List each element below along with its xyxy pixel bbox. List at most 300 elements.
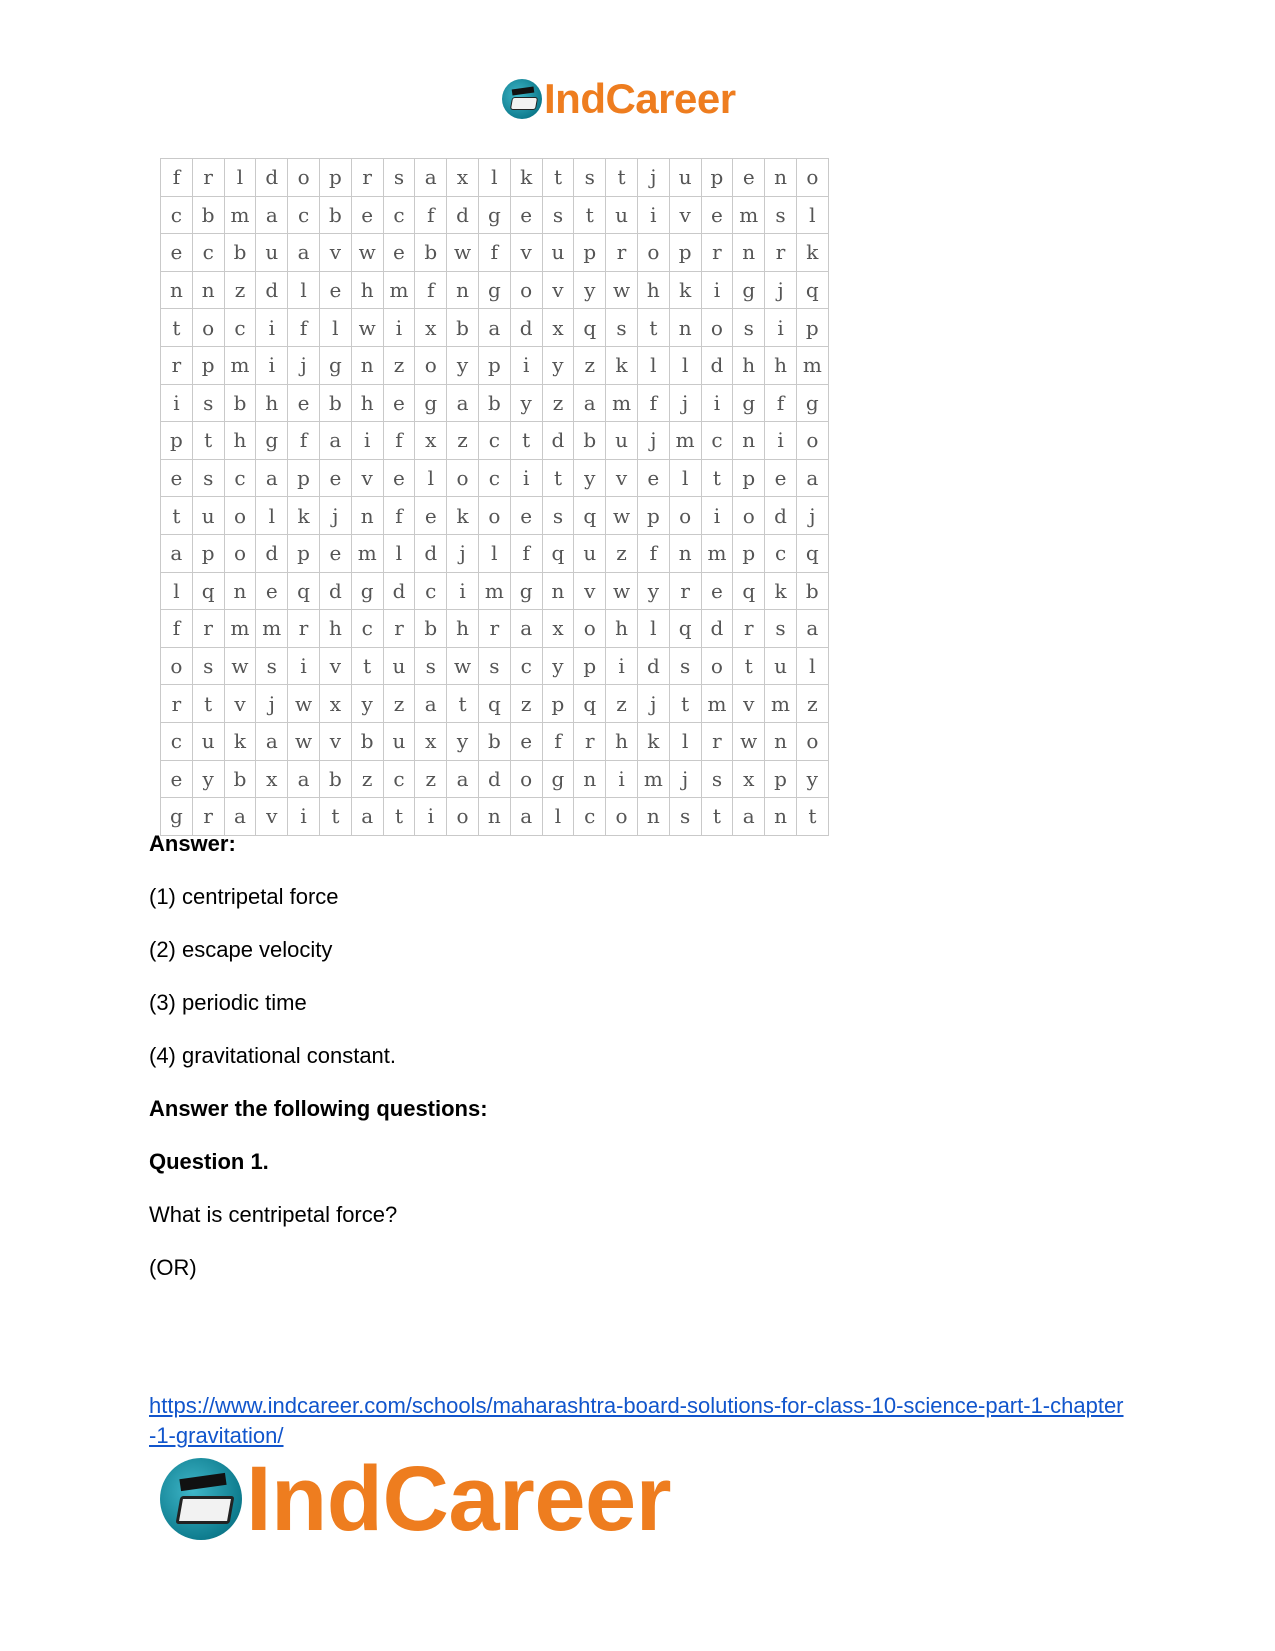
grid-cell: z	[511, 685, 543, 723]
grid-cell: e	[511, 723, 543, 761]
grid-cell: t	[320, 798, 352, 836]
grid-cell: j	[638, 159, 670, 197]
grid-cell: l	[638, 347, 670, 385]
grid-cell: i	[702, 385, 734, 423]
grid-cell: q	[543, 535, 575, 573]
grid-cell: i	[765, 422, 797, 460]
grid-cell: r	[574, 723, 606, 761]
grid-cell: a	[288, 761, 320, 799]
grid-cell: p	[543, 685, 575, 723]
grid-cell: e	[320, 460, 352, 498]
grid-cell: l	[288, 272, 320, 310]
grid-cell: i	[702, 497, 734, 535]
grid-cell: e	[702, 197, 734, 235]
grid-cell: s	[670, 798, 702, 836]
grid-cell: n	[479, 798, 511, 836]
grid-cell: x	[447, 159, 479, 197]
grid-cell: f	[511, 535, 543, 573]
grid-cell: o	[733, 497, 765, 535]
grid-cell: j	[447, 535, 479, 573]
grid-cell: p	[479, 347, 511, 385]
grid-cell: r	[352, 159, 384, 197]
grid-cell: s	[702, 761, 734, 799]
grid-cell: s	[479, 648, 511, 686]
grid-cell: a	[511, 610, 543, 648]
grid-cell: a	[225, 798, 257, 836]
grid-cell: r	[193, 159, 225, 197]
grid-cell: r	[161, 685, 193, 723]
grid-cell: g	[415, 385, 447, 423]
grid-cell: i	[256, 347, 288, 385]
grid-cell: e	[161, 234, 193, 272]
grid-cell: d	[256, 159, 288, 197]
grid-cell: a	[415, 685, 447, 723]
grid-cell: l	[161, 573, 193, 611]
grid-cell: y	[574, 460, 606, 498]
grid-cell: l	[543, 798, 575, 836]
grid-cell: v	[352, 460, 384, 498]
grid-cell: k	[797, 234, 829, 272]
grid-cell: o	[638, 234, 670, 272]
grid-cell: s	[193, 385, 225, 423]
grid-cell: h	[352, 272, 384, 310]
grid-cell: l	[415, 460, 447, 498]
grid-cell: f	[161, 610, 193, 648]
grid-cell: r	[606, 234, 638, 272]
grid-cell: r	[193, 610, 225, 648]
graduation-book-icon	[502, 79, 542, 119]
grid-cell: p	[320, 159, 352, 197]
grid-cell: r	[384, 610, 416, 648]
grid-cell: i	[638, 197, 670, 235]
grid-cell: p	[797, 309, 829, 347]
grid-cell: t	[352, 648, 384, 686]
grid-cell: k	[225, 723, 257, 761]
grid-cell: w	[288, 685, 320, 723]
grid-cell: e	[320, 535, 352, 573]
grid-cell: j	[638, 422, 670, 460]
grid-cell: y	[447, 723, 479, 761]
grid-cell: e	[511, 497, 543, 535]
grid-cell: i	[606, 648, 638, 686]
grid-cell: b	[415, 610, 447, 648]
grid-cell: r	[670, 573, 702, 611]
grid-cell: n	[447, 272, 479, 310]
grid-cell: i	[288, 798, 320, 836]
grid-cell: i	[415, 798, 447, 836]
grid-cell: g	[733, 385, 765, 423]
grid-cell: c	[765, 535, 797, 573]
grid-cell: d	[479, 761, 511, 799]
grid-cell: e	[511, 197, 543, 235]
grid-cell: n	[352, 497, 384, 535]
grid-cell: t	[543, 159, 575, 197]
grid-cell: b	[320, 761, 352, 799]
grid-cell: d	[702, 610, 734, 648]
grid-cell: l	[797, 197, 829, 235]
grid-cell: c	[702, 422, 734, 460]
grid-cell: o	[415, 347, 447, 385]
grid-cell: t	[161, 497, 193, 535]
grid-cell: d	[702, 347, 734, 385]
grid-cell: q	[574, 497, 606, 535]
footer-link[interactable]: https://www.indcareer.com/schools/maharashtra-board-solutions-for-class-10-science-part-1-chapter-1-gravitation/	[149, 1393, 1124, 1448]
grid-cell: m	[702, 685, 734, 723]
grid-cell: a	[797, 610, 829, 648]
grid-cell: x	[543, 610, 575, 648]
grid-cell: n	[193, 272, 225, 310]
grid-cell: p	[574, 648, 606, 686]
grid-cell: z	[352, 761, 384, 799]
grid-cell: t	[670, 685, 702, 723]
grid-cell: j	[256, 685, 288, 723]
grid-cell: p	[288, 535, 320, 573]
grid-cell: v	[320, 648, 352, 686]
grid-cell: a	[256, 460, 288, 498]
grid-cell: g	[256, 422, 288, 460]
grid-cell: m	[225, 610, 257, 648]
grid-cell: y	[511, 385, 543, 423]
grid-cell: p	[193, 347, 225, 385]
grid-cell: n	[225, 573, 257, 611]
grid-cell: z	[574, 347, 606, 385]
grid-cell: z	[447, 422, 479, 460]
answer-item: (1) centripetal force	[149, 884, 339, 909]
grid-cell: a	[574, 385, 606, 423]
grid-cell: m	[606, 385, 638, 423]
grid-cell: s	[733, 309, 765, 347]
grid-cell: a	[256, 723, 288, 761]
grid-cell: d	[765, 497, 797, 535]
grid-cell: h	[638, 272, 670, 310]
grid-cell: w	[288, 723, 320, 761]
grid-cell: g	[797, 385, 829, 423]
grid-cell: a	[352, 798, 384, 836]
grid-cell: z	[797, 685, 829, 723]
grid-cell: t	[161, 309, 193, 347]
grid-cell: o	[511, 272, 543, 310]
grid-cell: m	[384, 272, 416, 310]
grid-cell: w	[606, 497, 638, 535]
grid-cell: q	[574, 309, 606, 347]
grid-cell: d	[447, 197, 479, 235]
or-text: (OR)	[149, 1255, 197, 1280]
grid-cell: x	[415, 422, 447, 460]
grid-cell: e	[320, 272, 352, 310]
grid-cell: w	[733, 723, 765, 761]
grid-cell: g	[352, 573, 384, 611]
grid-cell: a	[415, 159, 447, 197]
grid-cell: t	[543, 460, 575, 498]
grid-cell: c	[479, 422, 511, 460]
grid-cell: c	[574, 798, 606, 836]
grid-cell: a	[161, 535, 193, 573]
grid-cell: r	[765, 234, 797, 272]
grid-cell: e	[288, 385, 320, 423]
grid-cell: w	[606, 573, 638, 611]
grid-cell: s	[415, 648, 447, 686]
grid-cell: a	[479, 309, 511, 347]
grid-cell: o	[574, 610, 606, 648]
grid-cell: b	[574, 422, 606, 460]
grid-cell: a	[733, 798, 765, 836]
grid-cell: s	[256, 648, 288, 686]
grid-cell: d	[320, 573, 352, 611]
grid-cell: p	[765, 761, 797, 799]
grid-cell: q	[797, 272, 829, 310]
grid-cell: v	[543, 272, 575, 310]
grid-cell: k	[765, 573, 797, 611]
grid-cell: v	[225, 685, 257, 723]
grid-cell: f	[638, 385, 670, 423]
grid-cell: b	[320, 197, 352, 235]
grid-cell: s	[765, 610, 797, 648]
grid-cell: t	[193, 685, 225, 723]
grid-cell: z	[543, 385, 575, 423]
grid-cell: g	[320, 347, 352, 385]
grid-cell: j	[288, 347, 320, 385]
grid-cell: f	[479, 234, 511, 272]
grid-cell: i	[702, 272, 734, 310]
answer-item: (2) escape velocity	[149, 937, 333, 962]
grid-cell: l	[225, 159, 257, 197]
grid-cell: y	[574, 272, 606, 310]
grid-cell: u	[384, 723, 416, 761]
grid-cell: c	[161, 723, 193, 761]
grid-cell: o	[288, 159, 320, 197]
grid-cell: z	[606, 535, 638, 573]
grid-cell: a	[447, 761, 479, 799]
grid-cell: s	[574, 159, 606, 197]
grid-cell: c	[288, 197, 320, 235]
grid-cell: m	[479, 573, 511, 611]
grid-cell: o	[225, 535, 257, 573]
grid-cell: n	[670, 535, 702, 573]
grid-cell: u	[193, 723, 225, 761]
grid-cell: o	[702, 309, 734, 347]
grid-cell: p	[670, 234, 702, 272]
grid-cell: z	[384, 685, 416, 723]
grid-cell: i	[161, 385, 193, 423]
grid-cell: l	[320, 309, 352, 347]
grid-cell: v	[256, 798, 288, 836]
grid-cell: y	[447, 347, 479, 385]
grid-cell: i	[352, 422, 384, 460]
header-logo-text: IndCareer	[544, 75, 736, 122]
grid-cell: h	[225, 422, 257, 460]
grid-cell: m	[670, 422, 702, 460]
grid-cell: n	[765, 798, 797, 836]
grid-cell: q	[733, 573, 765, 611]
grid-cell: z	[225, 272, 257, 310]
grid-cell: o	[225, 497, 257, 535]
grid-cell: w	[352, 309, 384, 347]
grid-cell: h	[733, 347, 765, 385]
grid-cell: d	[511, 309, 543, 347]
grid-cell: t	[733, 648, 765, 686]
grid-cell: q	[797, 535, 829, 573]
grid-cell: d	[256, 535, 288, 573]
grid-cell: f	[415, 197, 447, 235]
grid-cell: v	[733, 685, 765, 723]
grid-cell: q	[288, 573, 320, 611]
grid-cell: g	[511, 573, 543, 611]
answer-heading: Answer:	[149, 831, 236, 856]
grid-cell: r	[702, 234, 734, 272]
grid-cell: i	[447, 573, 479, 611]
grid-cell: l	[384, 535, 416, 573]
grid-cell: m	[256, 610, 288, 648]
grid-cell: y	[797, 761, 829, 799]
grid-cell: f	[638, 535, 670, 573]
graduation-book-icon	[160, 1458, 242, 1540]
grid-cell: z	[415, 761, 447, 799]
grid-cell: u	[384, 648, 416, 686]
grid-cell: w	[225, 648, 257, 686]
grid-cell: c	[352, 610, 384, 648]
grid-cell: y	[638, 573, 670, 611]
grid-cell: t	[797, 798, 829, 836]
grid-cell: h	[352, 385, 384, 423]
grid-cell: r	[161, 347, 193, 385]
grid-cell: c	[511, 648, 543, 686]
grid-cell: h	[447, 610, 479, 648]
grid-cell: a	[797, 460, 829, 498]
grid-cell: b	[479, 385, 511, 423]
grid-cell: f	[415, 272, 447, 310]
grid-cell: g	[479, 272, 511, 310]
grid-cell: a	[256, 197, 288, 235]
grid-cell: p	[161, 422, 193, 460]
grid-cell: o	[797, 422, 829, 460]
grid-cell: e	[765, 460, 797, 498]
grid-cell: o	[606, 798, 638, 836]
grid-cell: b	[320, 385, 352, 423]
grid-cell: r	[288, 610, 320, 648]
grid-cell: d	[415, 535, 447, 573]
grid-cell: u	[606, 422, 638, 460]
grid-cell: b	[479, 723, 511, 761]
grid-cell: y	[543, 648, 575, 686]
grid-cell: h	[606, 723, 638, 761]
grid-cell: w	[352, 234, 384, 272]
grid-cell: m	[797, 347, 829, 385]
grid-cell: k	[638, 723, 670, 761]
grid-cell: k	[606, 347, 638, 385]
grid-cell: n	[161, 272, 193, 310]
answer-item: (3) periodic time	[149, 990, 307, 1015]
grid-cell: s	[606, 309, 638, 347]
grid-cell: u	[543, 234, 575, 272]
grid-cell: l	[479, 535, 511, 573]
grid-cell: b	[225, 234, 257, 272]
grid-cell: g	[479, 197, 511, 235]
grid-cell: j	[670, 385, 702, 423]
grid-cell: b	[447, 309, 479, 347]
grid-cell: f	[288, 309, 320, 347]
grid-cell: k	[288, 497, 320, 535]
question-label: Question 1.	[149, 1149, 269, 1174]
grid-cell: e	[256, 573, 288, 611]
grid-cell: t	[702, 460, 734, 498]
grid-cell: w	[606, 272, 638, 310]
grid-cell: e	[161, 460, 193, 498]
grid-cell: q	[574, 685, 606, 723]
grid-cell: m	[733, 197, 765, 235]
grid-cell: n	[765, 723, 797, 761]
grid-cell: m	[638, 761, 670, 799]
grid-cell: y	[543, 347, 575, 385]
grid-cell: m	[225, 347, 257, 385]
grid-cell: e	[384, 460, 416, 498]
grid-cell: i	[384, 309, 416, 347]
grid-cell: d	[638, 648, 670, 686]
grid-cell: k	[511, 159, 543, 197]
grid-cell: i	[288, 648, 320, 686]
grid-cell: q	[193, 573, 225, 611]
grid-cell: y	[193, 761, 225, 799]
grid-cell: p	[638, 497, 670, 535]
grid-cell: w	[447, 648, 479, 686]
grid-cell: e	[384, 234, 416, 272]
grid-cell: x	[543, 309, 575, 347]
grid-cell: x	[415, 309, 447, 347]
grid-cell: a	[447, 385, 479, 423]
grid-cell: i	[511, 347, 543, 385]
grid-cell: t	[606, 159, 638, 197]
footer-logo	[160, 1448, 671, 1550]
grid-cell: z	[384, 347, 416, 385]
grid-cell: d	[384, 573, 416, 611]
grid-cell: e	[415, 497, 447, 535]
grid-cell: a	[511, 798, 543, 836]
grid-cell: e	[733, 159, 765, 197]
grid-cell: f	[288, 422, 320, 460]
grid-cell: z	[606, 685, 638, 723]
grid-cell: m	[702, 535, 734, 573]
grid-cell: r	[193, 798, 225, 836]
grid-cell: l	[479, 159, 511, 197]
grid-cell: h	[320, 610, 352, 648]
grid-cell: c	[225, 309, 257, 347]
grid-cell: v	[574, 573, 606, 611]
grid-cell: f	[765, 385, 797, 423]
grid-cell: u	[256, 234, 288, 272]
grid-cell: s	[384, 159, 416, 197]
grid-cell: n	[765, 159, 797, 197]
grid-cell: i	[765, 309, 797, 347]
grid-cell: e	[638, 460, 670, 498]
grid-cell: t	[447, 685, 479, 723]
grid-cell: n	[670, 309, 702, 347]
grid-cell: c	[384, 197, 416, 235]
grid-cell: n	[543, 573, 575, 611]
grid-cell: c	[384, 761, 416, 799]
grid-cell: v	[511, 234, 543, 272]
grid-cell: g	[161, 798, 193, 836]
grid-cell: p	[193, 535, 225, 573]
grid-cell: h	[765, 347, 797, 385]
grid-cell: o	[670, 497, 702, 535]
grid-cell: b	[797, 573, 829, 611]
grid-cell: x	[733, 761, 765, 799]
grid-cell: e	[384, 385, 416, 423]
grid-cell: y	[352, 685, 384, 723]
grid-cell: u	[193, 497, 225, 535]
grid-cell: l	[797, 648, 829, 686]
header-logo	[502, 75, 736, 122]
grid-cell: t	[193, 422, 225, 460]
